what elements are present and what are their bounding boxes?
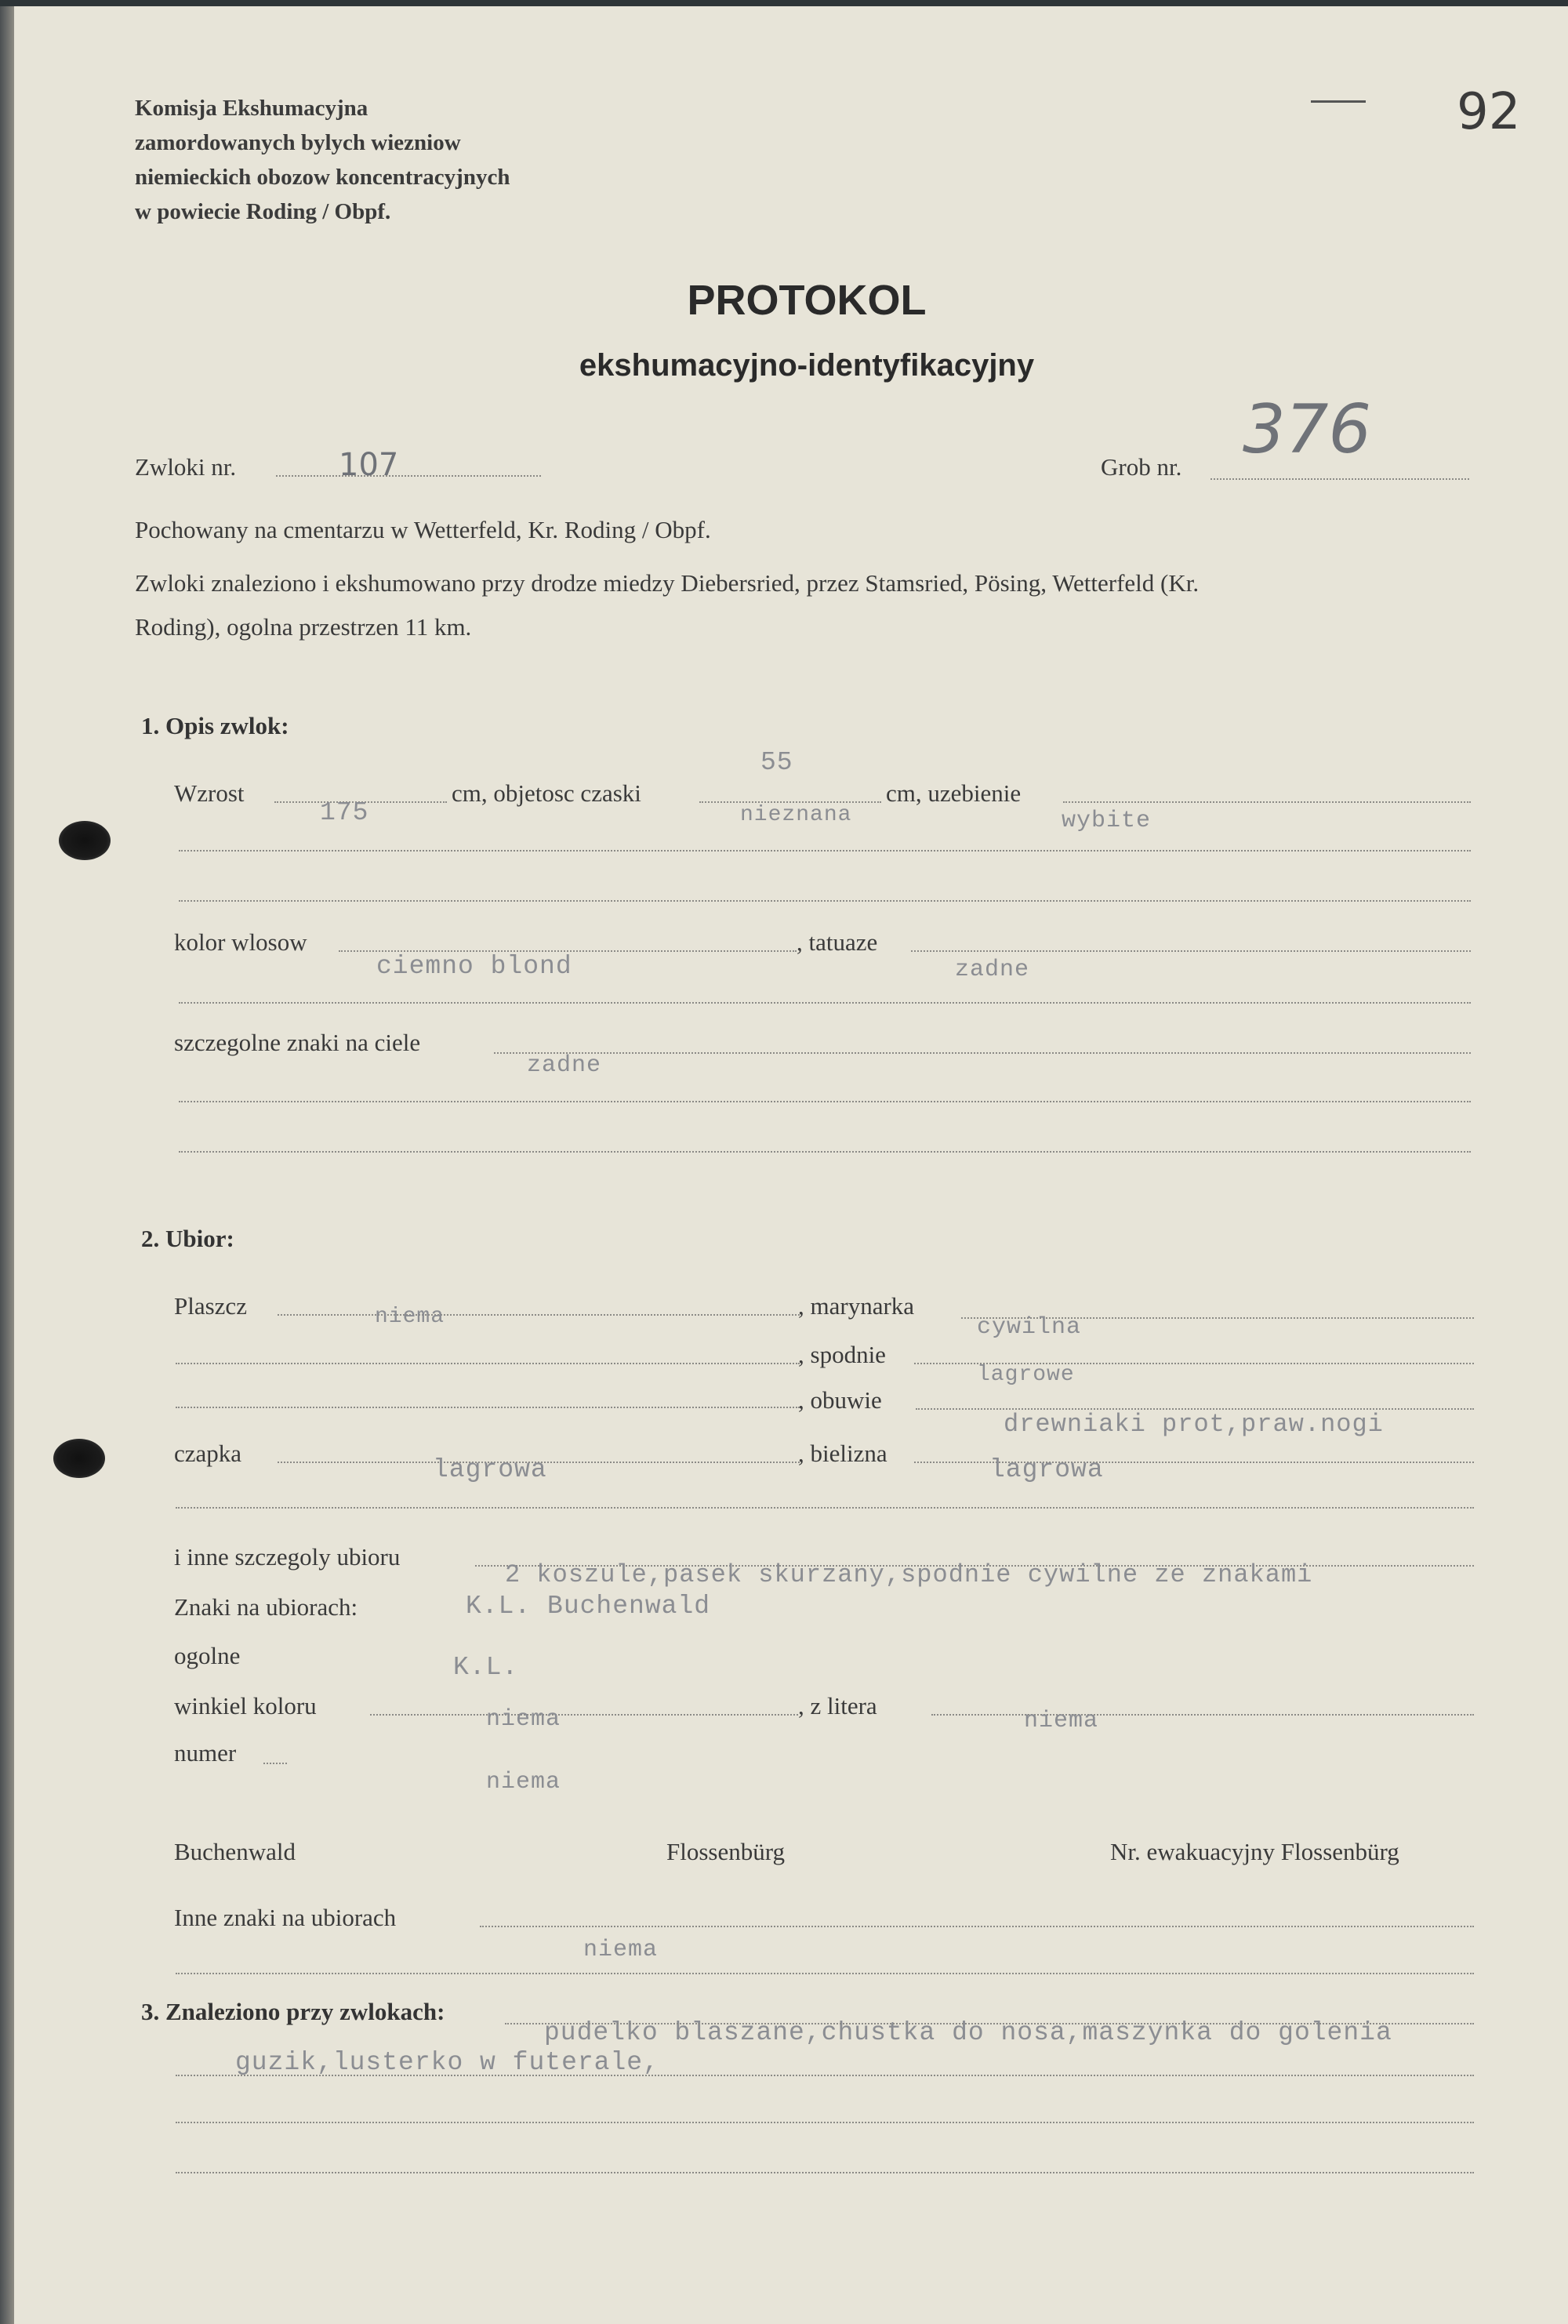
section-1-heading: 1. Opis zwlok:: [141, 712, 289, 739]
tatuaze-value: zadne: [955, 957, 1030, 983]
wzrost-value: 175: [320, 798, 369, 827]
zwloki-value: 107: [339, 447, 399, 483]
znaki-ubior-label: Znaki na ubiorach:: [174, 1593, 358, 1621]
header-line-3: niemieckich obozow koncentracyjnych: [135, 165, 510, 190]
obuwie-value: drewniaki prot,praw.nogi: [1004, 1410, 1384, 1439]
page-number: 92: [1457, 83, 1521, 141]
inne-znaki-value: niema: [583, 1937, 659, 1963]
kolor-value: ciemno blond: [376, 952, 572, 981]
flossenburg-label: Flossenbürg: [666, 1838, 786, 1865]
bielizna-label: , bielizna: [798, 1440, 887, 1467]
znaki-ubior-value: K.L. Buchenwald: [466, 1592, 711, 1621]
ewakuacyjny-label: Nr. ewakuacyjny Flossenbürg: [1110, 1838, 1399, 1865]
numer-label: numer: [174, 1739, 237, 1767]
handwritten-mark: [1311, 100, 1366, 103]
document-subtitle: ekshumacyjno-identyfikacyjny: [579, 348, 1035, 383]
uzebienie-value: wybite: [1062, 808, 1152, 834]
binder-hole-bottom: [53, 1439, 105, 1478]
spodnie-label: , spodnie: [798, 1341, 886, 1368]
bielizna-value: lagrowa: [989, 1455, 1104, 1484]
found-items-line-1: pudelko blaszane,chustka do nosa,maszynka do golenia: [544, 2018, 1392, 2047]
znaki-ciele-label: szczegolne znaki na ciele: [174, 1029, 421, 1056]
uzebienie-label: cm, uzebienie: [886, 779, 1022, 807]
header-line-2: zamordowanych bylych wiezniow: [135, 130, 461, 155]
burial-line-1: Pochowany na cmentarzu w Wetterfeld, Kr. Roding / Obpf.: [135, 516, 711, 543]
z-litera-label: , z litera: [798, 1692, 877, 1719]
numer-value: niema: [486, 1769, 561, 1796]
winkiel-label: winkiel koloru: [174, 1692, 317, 1719]
buchenwald-label: Buchenwald: [174, 1838, 296, 1865]
plaszcz-value: niema: [375, 1305, 445, 1329]
zwloki-label: Zwloki nr.: [135, 453, 237, 481]
znaki-ciele-value: zadne: [527, 1052, 602, 1079]
wzrost-label: Wzrost: [174, 779, 245, 807]
binder-hole-top: [59, 821, 111, 860]
plaszcz-label: Plaszcz: [174, 1292, 247, 1320]
ogolne-label: ogolne: [174, 1642, 241, 1669]
grob-value: 376: [1243, 390, 1372, 469]
burial-line-3: Roding), ogolna przestrzen 11 km.: [135, 613, 472, 641]
spodnie-value: lagrowe: [977, 1363, 1075, 1387]
inne-znaki-label: Inne znaki na ubiorach: [174, 1904, 397, 1931]
marynarka-value: cywilna: [977, 1314, 1082, 1341]
czapka-label: czapka: [174, 1440, 242, 1467]
kolor-label: kolor wlosow: [174, 928, 307, 956]
header-line-1: Komisja Ekshumacyjna: [135, 96, 368, 121]
obuwie-label: , obuwie: [798, 1386, 882, 1414]
marynarka-label: , marynarka: [798, 1292, 915, 1320]
z-litera-value: niema: [1024, 1708, 1099, 1734]
tatuaze-label: , tatuaze: [797, 928, 878, 956]
inne-szczegoly-label: i inne szczegoly ubioru: [174, 1543, 401, 1571]
czapka-value: lagrowa: [433, 1455, 547, 1484]
section-2-heading: 2. Ubior:: [141, 1225, 234, 1252]
grob-label: Grob nr.: [1101, 453, 1182, 481]
header-line-4: w powiecie Roding / Obpf.: [135, 199, 391, 224]
winkiel-value: niema: [486, 1706, 561, 1733]
inne-szczegoly-value: 2 koszule,pasek skurzany,spodnie cywilne ze znakami: [505, 1560, 1313, 1589]
czaska-label: cm, objetosc czaski: [452, 779, 641, 807]
burial-line-2: Zwloki znaleziono i ekshumowano przy drodze miedzy Diebersried, przez Stamsried, Pösing, Wetterfeld (Kr.: [135, 569, 1200, 597]
found-items-line-2: guzik,lusterko w futerale,: [235, 2048, 659, 2077]
czaska-value: 55: [760, 748, 793, 777]
ogolne-value: K.L.: [453, 1653, 519, 1682]
section-3-heading: 3. Znaleziono przy zwlokach:: [141, 1998, 445, 2025]
document-title: PROTOKOL: [687, 277, 927, 324]
czaska-note: nieznana: [740, 803, 852, 827]
